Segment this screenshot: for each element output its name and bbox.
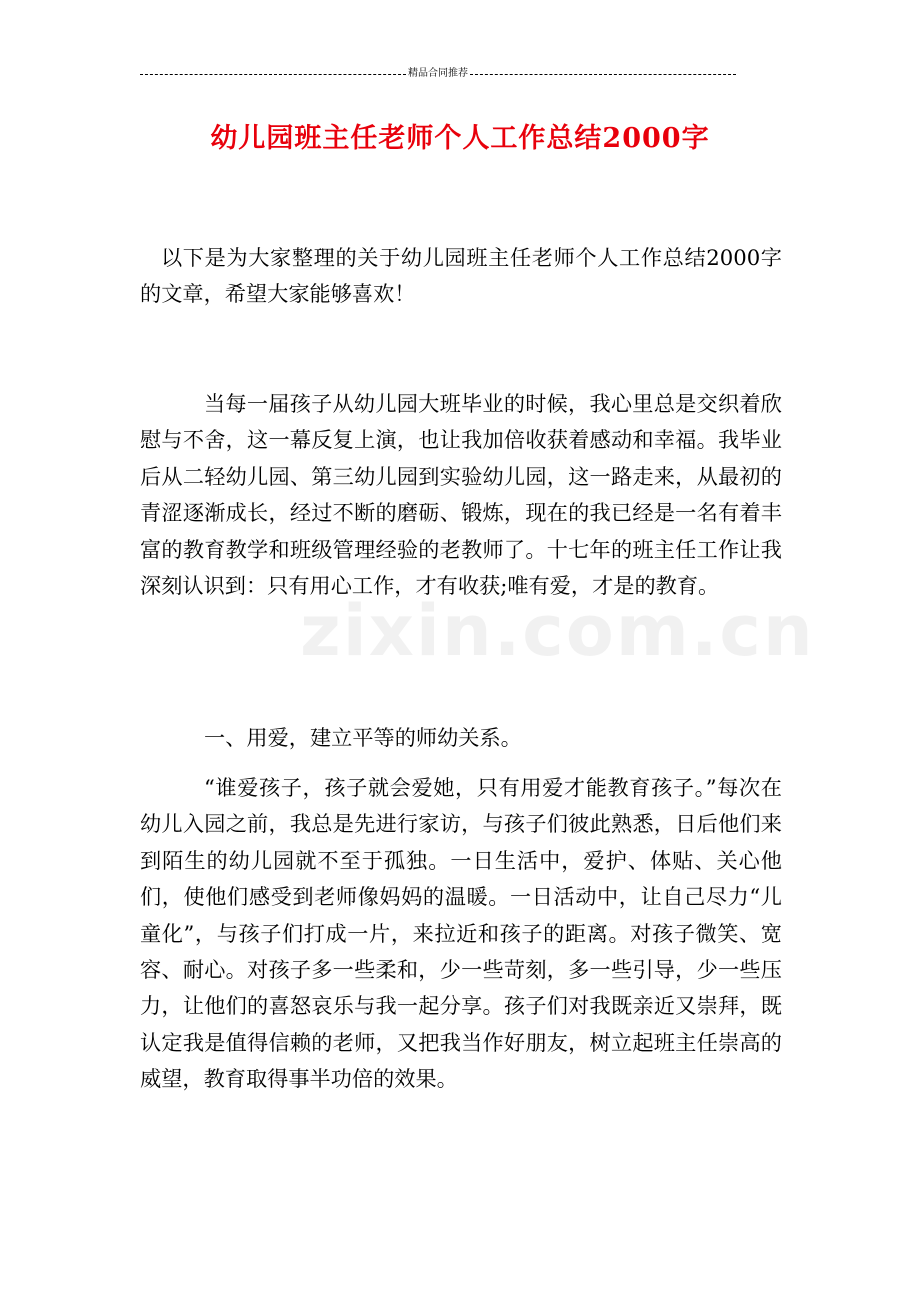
document-title: 幼儿园班主任老师个人工作总结2000字 xyxy=(210,123,710,154)
body-paragraph-1: 当每一届孩子从幼儿园大班毕业的时候，我心里总是交织着欣慰与不舍，这一幕反复上演，也让我加倍收获着感动和幸福。我毕业后从二轻幼儿园、第三幼儿园到实验幼儿园，这一路走来，从最初的青涩逐渐成长，经过不断的磨砺、锻炼，现在的我已经是一名有着丰富的教育教学和班级管理经验的老教师了。十七年的班主任工作让我深刻认识到：只有用心工作，才有收获;唯有爱，才是的教育。 xyxy=(140,391,782,599)
section-heading-1: 一、用爱，建立平等的师幼关系。 xyxy=(204,725,522,750)
header-dashes-right xyxy=(470,74,736,75)
body-paragraph-2: “谁爱孩子，孩子就会爱她，只有用爱才能教育孩子。”每次在幼儿入园之前，我总是先进行家访，与孩子们彼此熟悉，日后他们来到陌生的幼儿园就不至于孤独。一日生活中，爱护、体贴、关心他们，使他们感受到老师像妈妈的温暖。一日活动中，让自己尽力“儿童化”，与孩子们打成一片，来拉近和孩子的距离。对孩子微笑、宽容、耐心。对孩子多一些柔和，少一些苛刻，多一些引导，少一些压力，让他们的喜怒哀乐与我一起分享。孩子们对我既亲近又崇拜，既认定我是值得信赖的老师，又把我当作好朋友，树立起班主任崇高的威望，教育取得事半功倍的效果。 xyxy=(140,775,782,1092)
header-dashes-left xyxy=(140,74,406,75)
page-header xyxy=(140,66,736,82)
watermark: zixin.com.cn xyxy=(300,590,815,672)
header-label: 精品合同推荐 xyxy=(408,68,468,79)
intro-paragraph: 以下是为大家整理的关于幼儿园班主任老师个人工作总结2000字的文章，希望大家能够喜欢！ xyxy=(140,245,782,307)
